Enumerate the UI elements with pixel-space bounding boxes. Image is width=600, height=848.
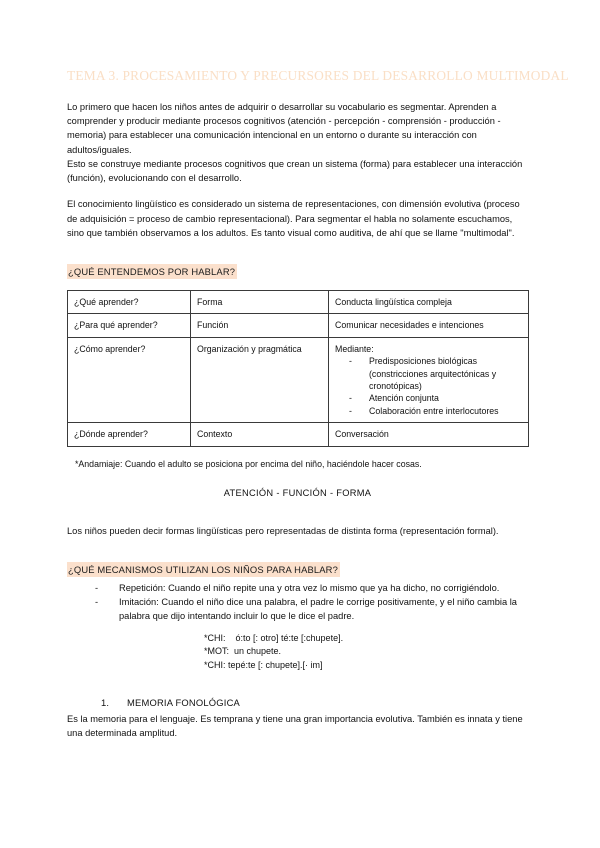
list-item-label: Colaboración entre interlocutores [369, 405, 499, 416]
dash-bullet: - [95, 596, 99, 607]
table-row [68, 314, 529, 337]
table-cell-aspect: Contexto [191, 423, 329, 446]
table-cell-question: ¿Para qué aprender? [68, 314, 191, 337]
memoria-heading [67, 696, 528, 710]
section-hablar [67, 262, 528, 280]
hablar-table [67, 290, 529, 447]
table-cell-question: ¿Dónde aprender? [68, 423, 191, 446]
section-mecanismos [67, 560, 528, 578]
hablar-closing-paragraph: Los niños pueden decir formas lingüísticas pero representadas de distinta forma (representación formal). [67, 525, 499, 536]
memoria-heading-label: MEMORIA FONOLÓGICA [127, 696, 240, 708]
list-item-sub-1: (constricciones arquitectónicas y [369, 368, 497, 379]
list-item-label: Repetición: Cuando el niño repite una y otra vez lo mismo que ya ha dicho, no corrigiéndolo. [119, 582, 500, 593]
dash-bullet: - [349, 393, 352, 404]
mediante-list [335, 355, 522, 417]
intro-paragraph-3: El conocimiento lingüístico es considerado un sistema de representaciones, con dimensión evolutiva (proceso de adquisición = proceso de cambio representacional). Para segmentar el habla no solamente escuchamos, sino que también observamos a los adultos. Es tanto visual como auditiva, de ahí que se llame "multimodal". [67, 199, 520, 238]
memoria-paragraph: Es la memoria para el lenguaje. Es temprana y tiene una gran importancia evolutiva. También es innata y tiene una determinada amplitud. [67, 713, 523, 739]
list-item [67, 595, 528, 623]
table-cell-aspect: Forma [191, 290, 329, 313]
intro-paragraph-2: Esto se construye mediante procesos cognitivos que crean un sistema (forma) para establecer una interacción (función), evolucionando con el desarrollo. [67, 158, 523, 184]
list-item-label: Atención conjunta [369, 393, 439, 404]
table-cell-detail-list [329, 337, 529, 422]
list-item [335, 355, 522, 392]
table-row [68, 337, 529, 422]
table-cell-question: ¿Cómo aprender? [68, 337, 191, 422]
document-content [67, 0, 569, 740]
table-cell-detail: Conversación [329, 423, 529, 446]
table-row [68, 290, 529, 313]
section-heading-mecanismos: ¿QUÉ MECANISMOS UTILIZAN LOS NIÑOS PARA HABLAR? [68, 563, 338, 575]
transcript-block [67, 632, 528, 672]
dash-bullet: - [349, 356, 352, 367]
transcript-line-chi-1: *CHI: ó:to [: otro] té:te [:chupete]. [204, 632, 344, 643]
table-cell-detail: Comunicar necesidades e intenciones [329, 314, 529, 337]
list-item [335, 405, 522, 417]
dash-bullet: - [349, 405, 352, 416]
intro-paragraph-1: Lo primero que hacen los niños antes de adquirir o desarrollar su vocabulario es segmentar. Aprenden a comprender y producir mediante procesos cognitivos (atención - percepción - comprensión - producción - memoria) para establecer una comunicación intencional en un entorno o durante su interacción con adultos/iguales. [67, 102, 501, 155]
page-title: TEMA 3. PROCESAMIENTO Y PRECURSORES DEL DESARROLLO MULTIMODAL [67, 68, 569, 83]
list-item [335, 392, 522, 404]
table-cell-aspect: Función [191, 314, 329, 337]
andamiaje-footnote: *Andamiaje: Cuando el adulto se posiciona por encima del niño, haciéndole hacer cosas. [75, 458, 422, 469]
transcript-line-mot: *MOT: un chupete. [204, 646, 282, 657]
table-cell-detail: Conducta lingüística compleja [329, 290, 529, 313]
table-row [68, 423, 529, 446]
table-cell-aspect: Organización y pragmática [191, 337, 329, 422]
list-item-label: Predisposiciones biológicas [369, 356, 478, 367]
dash-bullet: - [95, 582, 99, 593]
list-item-label: Imitación: Cuando el niño dice una palabra, el padre le corrige positivamente, y el niño cambia la palabra que dijo intentando incluir lo que le dice el padre. [119, 596, 517, 621]
transcript-line-chi-2: *CHI: tepé:te [: chupete].[· im] [204, 659, 323, 670]
list-item [67, 581, 528, 595]
memoria-number: 1. [101, 696, 110, 708]
atencion-funcion-forma-line: ATENCIÓN - FUNCIÓN - FORMA [223, 487, 372, 498]
mecanismos-list [67, 581, 528, 623]
table-cell-question: ¿Qué aprender? [68, 290, 191, 313]
section-heading-hablar: ¿QUÉ ENTENDEMOS POR HABLAR? [68, 265, 236, 277]
list-item-sub-2: cronotópicas) [369, 380, 422, 391]
mediante-label: Mediante: [335, 343, 374, 354]
